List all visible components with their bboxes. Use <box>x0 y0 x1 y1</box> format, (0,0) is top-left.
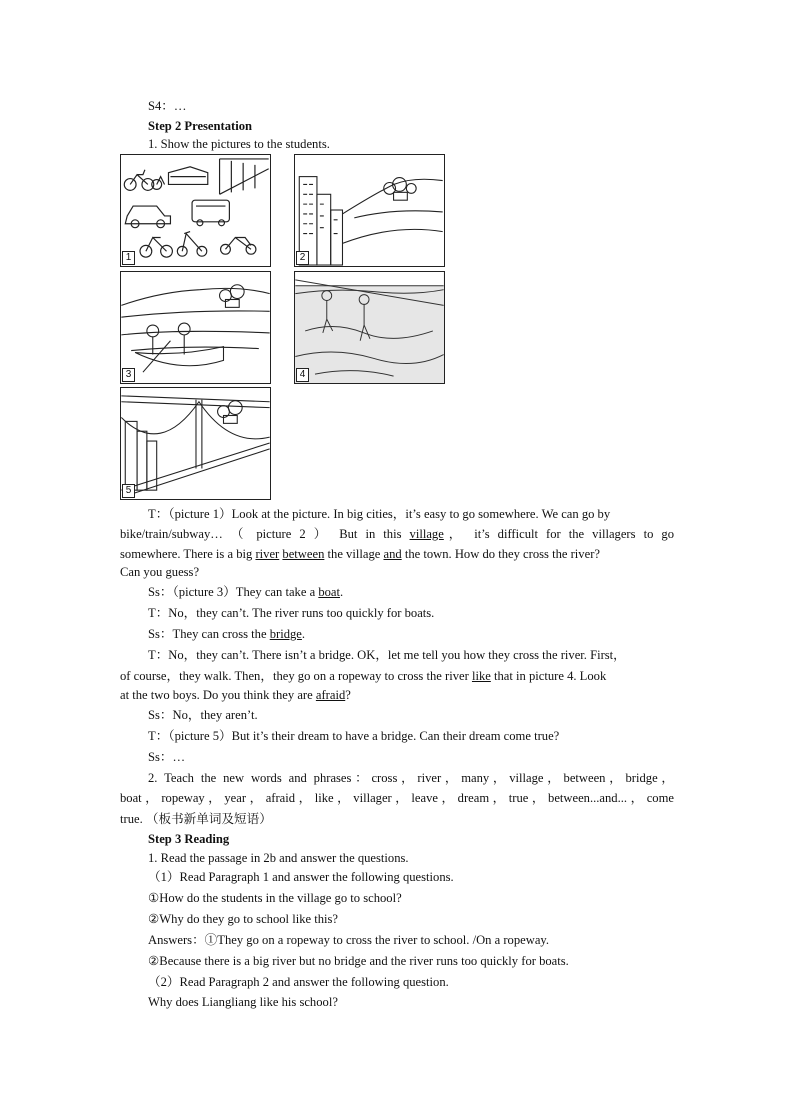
teacher-line-3b: of course，they walk. Then，they go on a ropeway to cross the river like that in picture 4. Look <box>120 669 607 683</box>
teach-words-a: 2. Teach the new words and phrases：cross，river，many，village，between，bridge， <box>148 771 674 785</box>
step3-paragraph1: （1）Read Paragraph 1 and answer the following questions. <box>148 870 454 884</box>
picture-number: 2 <box>296 251 309 265</box>
teacher-line-1b: bike/train/subway… （ picture 2 ） But in this village， it’s difficult for the villagers to go <box>120 527 674 541</box>
city-village-illustration <box>295 155 444 266</box>
teacher-line-1c: somewhere. There is a big river between the village and the town. How do they cross the river? <box>120 547 600 561</box>
step3-answer-2: ②Because there is a big river but no bridge and the river runs too quickly for boats. <box>148 954 569 968</box>
step-s4: S4：… <box>148 99 187 113</box>
vocab-afraid: afraid <box>315 688 346 702</box>
step3-question-1a: ①How do the students in the village go to school? <box>148 891 402 905</box>
student-line-2: Ss：They can cross the bridge. <box>148 627 306 641</box>
vocab-and: and <box>383 547 402 561</box>
vehicles-illustration <box>121 155 270 266</box>
teacher-line-2: T：No，they can’t. The river runs too quickly for boats. <box>148 606 435 620</box>
boat-illustration <box>121 272 270 383</box>
teacher-line-3a: T：No，they can’t. There isn’t a bridge. OK，let me tell you how they cross the river. First， <box>148 648 626 662</box>
step3-question-2: Why does Liangliang like his school? <box>148 995 338 1009</box>
picture-number: 1 <box>122 251 135 265</box>
student-line-1: Ss：（picture 3）They can take a boat. <box>148 585 344 599</box>
step3-q1: 1. Read the passage in 2b and answer the questions. <box>148 851 409 865</box>
picture-1-vehicles <box>120 154 271 267</box>
teacher-line-1d: Can you guess? <box>120 565 200 579</box>
vocab-village: village <box>409 527 444 541</box>
vocab-bridge: bridge <box>269 627 302 641</box>
step3-title: Step 3 Reading <box>148 832 230 846</box>
picture-number: 3 <box>122 368 135 382</box>
step3-paragraph2: （2）Read Paragraph 2 and answer the following question. <box>148 975 449 989</box>
teacher-line-1a: T：（picture 1）Look at the picture. In big cities，it’s easy to go somewhere. We can go by <box>148 507 611 521</box>
picture-3-boat <box>120 271 271 384</box>
step2-item1: 1. Show the pictures to the students. <box>148 137 330 151</box>
student-line-3: Ss：No，they aren’t. <box>148 708 258 722</box>
step3-question-1b: ②Why do they go to school like this? <box>148 912 339 926</box>
picture-4-ropeway <box>294 271 445 384</box>
vocab-like: like <box>471 669 491 683</box>
vocab-river: river <box>255 547 280 561</box>
step3-answer-1: Answers：①They go on a ropeway to cross the river to school. /On a ropeway. <box>148 933 550 947</box>
bridge-illustration <box>121 388 270 499</box>
teacher-line-3c: at the two boys. Do you think they are afraid? <box>120 688 351 702</box>
vocab-between: between <box>282 547 325 561</box>
picture-5-bridge <box>120 387 271 500</box>
vocab-boat: boat <box>318 585 340 599</box>
teacher-line-4: T：（picture 5）But it’s their dream to have a bridge. Can their dream come true? <box>148 729 560 743</box>
step2-title: Step 2 Presentation <box>148 119 253 133</box>
picture-2-city-village <box>294 154 445 267</box>
picture-number: 4 <box>296 368 309 382</box>
student-line-4: Ss：… <box>148 750 186 764</box>
teach-words-c: true. （板书新单词及短语） <box>120 812 272 826</box>
picture-number: 5 <box>122 484 135 498</box>
teach-words-b: boat，ropeway，year，afraid，like，villager，leave，dream，true，between...and...，come <box>120 791 674 805</box>
ropeway-illustration <box>295 272 444 383</box>
